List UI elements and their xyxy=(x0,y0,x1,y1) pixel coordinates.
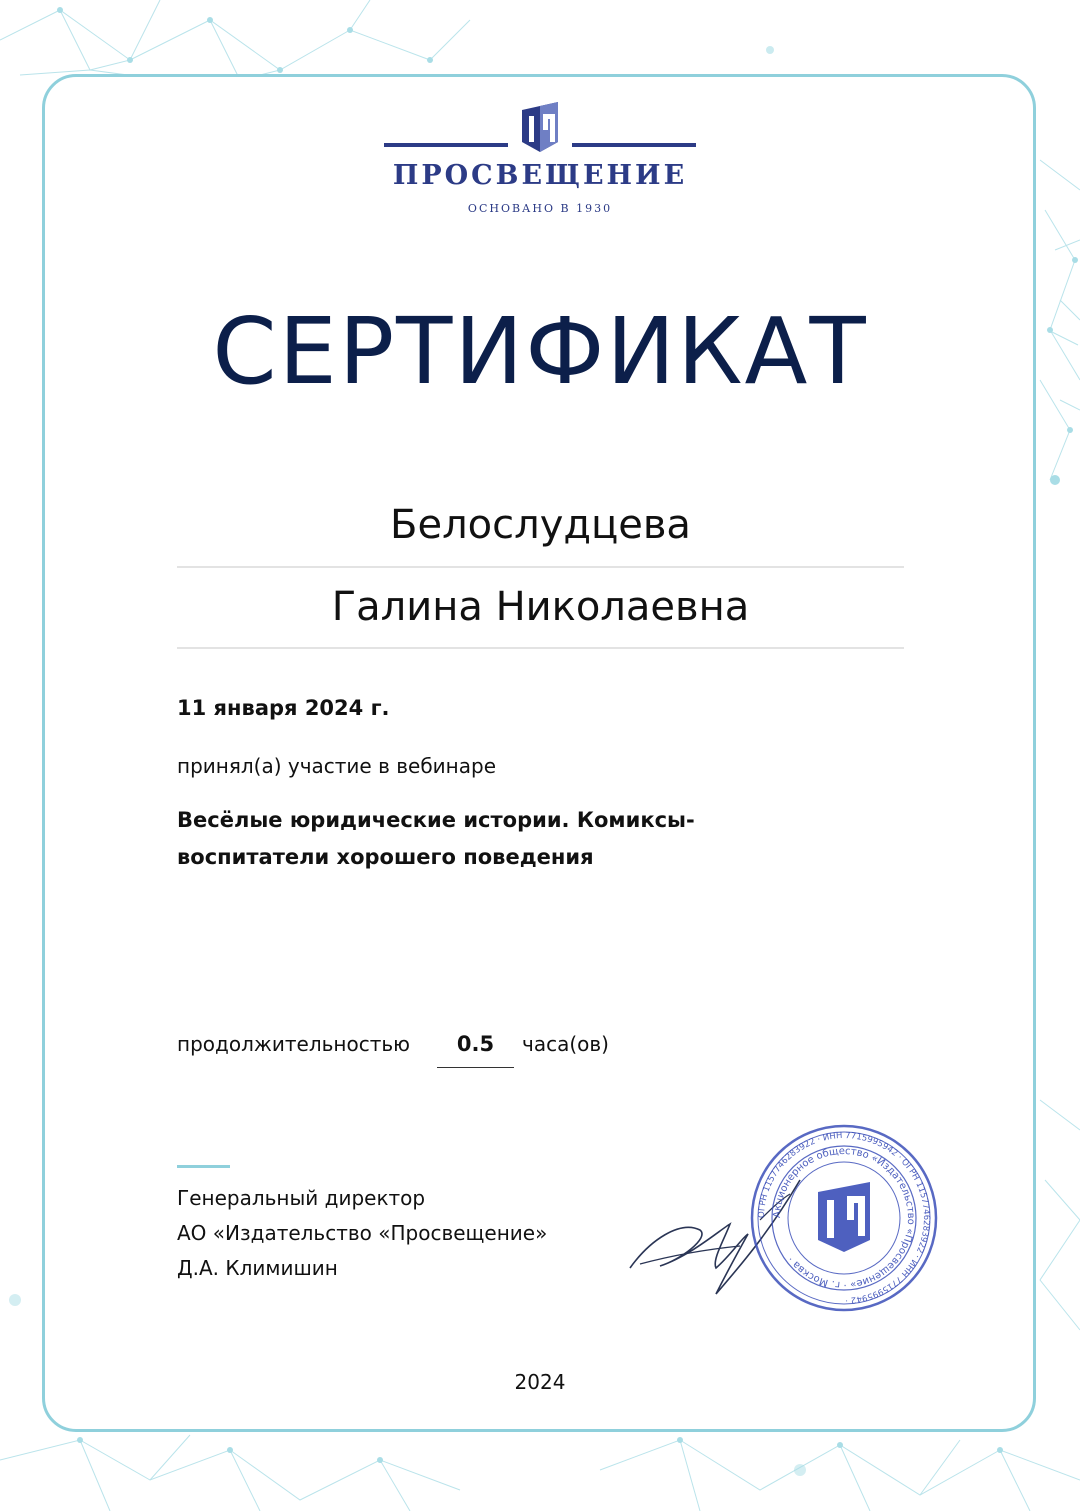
webinar-title-line: воспитатели хорошего поведения xyxy=(177,845,594,869)
certificate-year: 2024 xyxy=(514,1370,566,1394)
publisher-emblem-icon xyxy=(380,100,700,160)
webinar-title-line: Весёлые юридические истории. Комиксы- xyxy=(177,808,695,832)
duration-value: 0.5 xyxy=(437,1032,514,1068)
recipient-given-names: Галина Николаевна xyxy=(177,584,904,649)
company-stamp xyxy=(748,1122,940,1314)
signatory-position: Генеральный директор xyxy=(177,1186,426,1210)
signatory-name: Д.А. Климишин xyxy=(177,1256,338,1280)
participation-text: принял(а) участие в вебинаре xyxy=(177,754,496,778)
publisher-founded: ОСНОВАНО В 1930 xyxy=(467,202,613,215)
recipient-surname: Белослудцева xyxy=(177,502,904,568)
webinar-title xyxy=(177,802,817,876)
event-date: 11 января 2024 г. xyxy=(177,696,390,720)
publisher-logo xyxy=(380,100,700,220)
certificate-title: СЕРТИФИКАТ xyxy=(212,298,868,405)
stamp-outer-text: ОГРН 1157746283922 · ИНН 7715995942 · ОГРН 1157746283922 · ИНН 7715995942 · xyxy=(756,1130,932,1305)
publisher-name: ПРОСВЕЩЕНИЕ xyxy=(392,160,688,191)
duration-label: продолжительностью xyxy=(177,1032,410,1056)
stamp-inner-text: Акционерное общество «Издательство «Просвещение» · г. Москва · xyxy=(771,1145,917,1291)
signatory-organization: АО «Издательство «Просвещение» xyxy=(177,1221,548,1245)
stamp-emblem-icon xyxy=(818,1182,870,1252)
duration-unit: часа(ов) xyxy=(522,1032,609,1056)
accent-divider xyxy=(177,1165,230,1168)
